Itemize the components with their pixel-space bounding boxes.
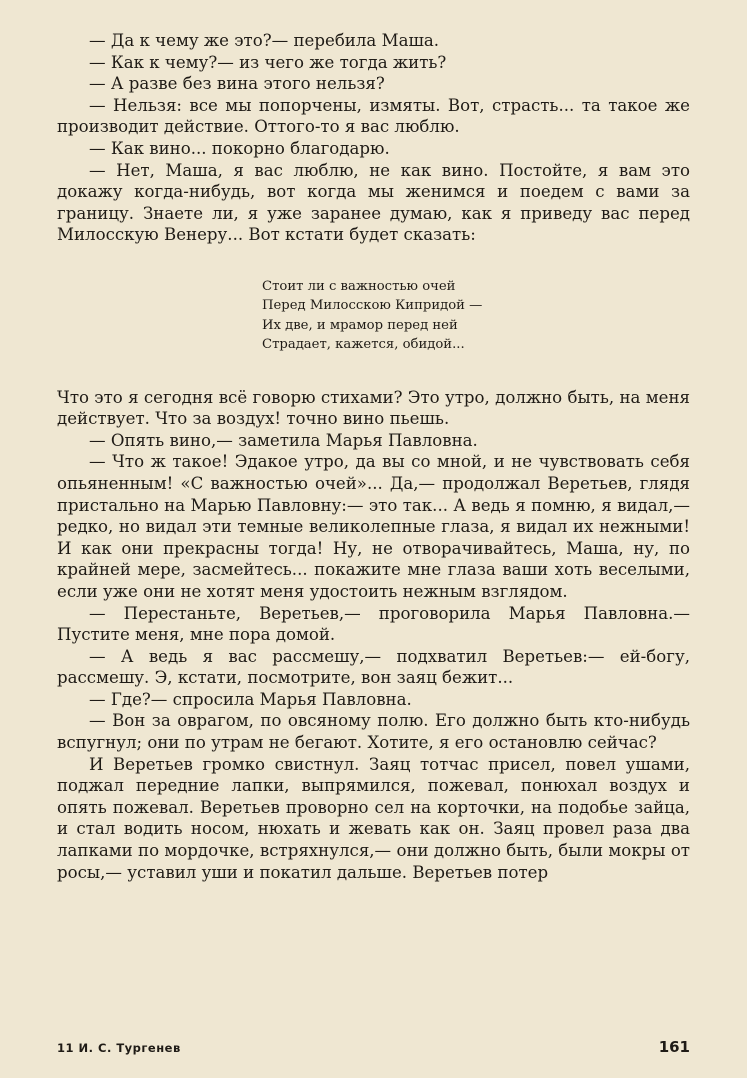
paragraph: — Опять вино,— заметила Марья Павловна.: [89, 430, 478, 450]
printer-signature: 11 И. С. Тургенев: [57, 1041, 181, 1055]
verse-line: Перед Милосскою Кипридой —: [262, 298, 483, 314]
paragraph: — Нет, Маша, я вас люблю, не как вино. Постойте, я вам это докажу когда-нибудь, вот когда мы женимся и поедем с вами за границу. Знаете ли, я уже заранее думаю, как я приведу вас перед Милосскую Венеру... Вот кстати будет сказать:: [57, 160, 690, 245]
paragraph: — А разве без вина этого нельзя?: [89, 74, 385, 94]
paragraph: — Нельзя: все мы попорчены, измяты. Вот, страсть... та такое же производит действие. Оттого-то я вас люблю.: [57, 95, 690, 137]
verse-quote: [262, 277, 690, 355]
text-block-bottom: [57, 387, 690, 884]
text-block-top: [57, 30, 690, 246]
paragraph: — Перестаньте, Веретьев,— проговорила Марья Павловна.— Пустите меня, мне пора домой.: [57, 603, 690, 645]
verse-line: Их две, и мрамор перед ней: [262, 317, 458, 333]
paragraph: — Да к чему же это?— перебила Маша.: [89, 31, 440, 50]
paragraph: — Как вино... покорно благодарю.: [89, 138, 390, 158]
page-footer: [57, 1038, 690, 1056]
paragraph: — Вон за оврагом, по овсяному полю. Его должно быть кто-нибудь вспугнул; они по утрам не бегают. Хотите, я его остановлю сейчас?: [57, 711, 690, 753]
paragraph: — Как к чему?— из чего же тогда жить?: [89, 52, 447, 72]
paragraph: И Веретьев громко свистнул. Заяц тотчас присел, повел ушами, поджал передние лапки, выпрямился, пожевал, понюхал воздух и опять пожевал. Веретьев проворно сел на корточки, на подобье зайца, и стал водить носом, нюхать и жевать как он. Заяц провел раза два лапками по мордочке, встряхнулся,— они должно быть, были мокры от росы,— уставил уши и покатил дальше. Веретьев потер: [57, 754, 690, 882]
paragraph: Что это я сегодня всё говорю стихами? Это утро, должно быть, на меня действует. Что за воздух! точно вино пьешь.: [57, 387, 690, 429]
paragraph: — А ведь я вас рассмешу,— подхватил Веретьев:— ей-богу, рассмешу. Э, кстати, посмотрите, вон заяц бежит...: [57, 646, 690, 688]
page-number: 161: [658, 1038, 690, 1056]
paragraph: — Где?— спросила Марья Павловна.: [89, 689, 412, 709]
paragraph: — Что ж такое! Эдакое утро, да вы со мной, и не чувствовать себя опьяненным! «С важностью очей»... Да,— продолжал Веретьев, глядя пристально на Марью Павловну:— это так... А ведь я помню, я видал,— редко, но видал эти темные великолепные глаза, я видал их нежными! И как они прекрасны тогда! Ну, не отворачивайтесь, Маша, ну, по крайней мере, засмейтесь... покажите мне глаза ваши хоть веселыми, если уже они не хотят меня удостоить нежным взглядом.: [57, 452, 690, 601]
verse-line: Страдает, кажется, обидой...: [262, 337, 465, 353]
verse-line: Стоит ли с важностью очей: [262, 278, 456, 294]
